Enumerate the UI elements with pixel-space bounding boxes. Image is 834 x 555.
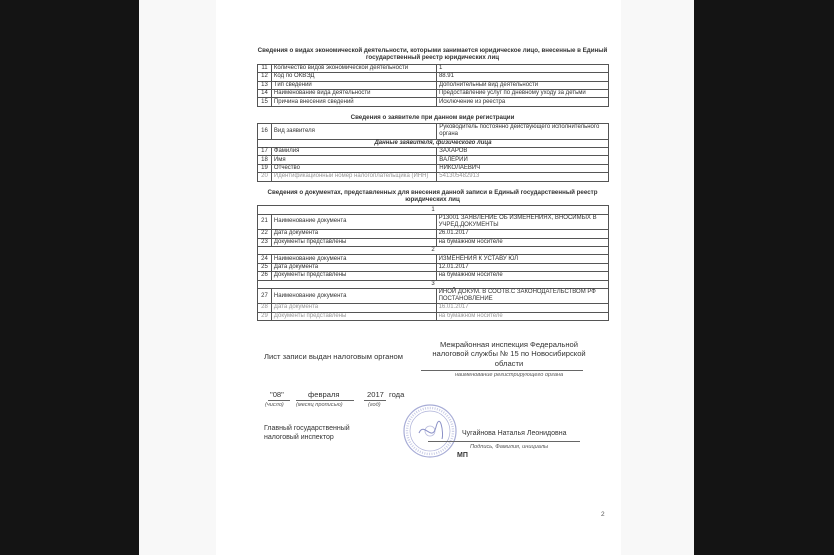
issued-label: Лист записи выдан налоговым органом [264, 352, 403, 361]
row-label: Наименование документа [271, 214, 436, 229]
row-number: 27 [258, 288, 272, 303]
row-label: Тип сведений [271, 81, 436, 89]
row-value: 12.01.2017 [436, 263, 608, 271]
table-row [258, 255, 609, 263]
authority-underline [421, 370, 583, 371]
table-row [258, 173, 609, 181]
row-number: 13 [258, 81, 272, 89]
row-value: 1 [436, 64, 608, 72]
row-value: ИЗМЕНЕНИЯ К УСТАВУ ЮЛ [436, 255, 608, 263]
row-value: Предоставление услуг по дневному уходу за детьми [436, 90, 608, 98]
row-label: Код по ОКВЭД [271, 73, 436, 81]
group-number: 2 [258, 247, 609, 255]
row-value: НИКОЛАЕВИЧ [437, 164, 609, 172]
row-label: Идентификационный номер налогоплательщика (ИНН) [271, 173, 436, 181]
row-number: 12 [258, 73, 272, 81]
row-label: Наименование документа [271, 255, 436, 263]
signer-name: Чугайнова Наталья Леонидовна [462, 430, 567, 437]
applicant-table [257, 123, 609, 181]
date-day-caption: (число) [265, 402, 284, 408]
row-label: Наименование документа [271, 288, 436, 303]
row-label: Отчество [271, 164, 436, 172]
table-row [258, 304, 609, 312]
document-group-index [258, 247, 609, 255]
date-month-underline [296, 400, 354, 401]
row-value: ЗАХАРОВ [437, 148, 609, 156]
row-value: Дополнительный вид деятельности [436, 81, 608, 89]
table-row [258, 90, 609, 98]
viewer-right-margin [694, 0, 834, 555]
row-value: ВАЛЕРИЙ [437, 156, 609, 164]
row-value: 88.91 [436, 73, 608, 81]
table-row [258, 238, 609, 246]
date-year-caption: (год) [368, 402, 381, 408]
signature-underline [428, 441, 580, 442]
registry-sheet [255, 45, 610, 321]
table-row [258, 139, 609, 147]
table-row [258, 124, 609, 139]
table-row [258, 98, 609, 106]
date-month-caption: (месяц прописью) [296, 402, 343, 408]
row-number: 11 [258, 64, 272, 72]
table-row [258, 288, 609, 303]
table-row [258, 164, 609, 172]
row-number: 20 [258, 173, 272, 181]
date-year: 2017 [367, 390, 384, 399]
row-value: 26.01.2017 [436, 230, 608, 238]
page-number: 2 [601, 511, 605, 518]
row-number: 18 [258, 156, 272, 164]
row-number: 14 [258, 90, 272, 98]
row-number: 16 [258, 124, 272, 139]
authority-name: Межрайонная инспекция Федеральной налоговой службы № 15 по Новосибирской области [432, 340, 586, 368]
date-year-suffix: года [389, 390, 405, 399]
row-number: 26 [258, 272, 272, 280]
date-month: февраля [308, 390, 340, 399]
signature-caption: Подпись, Фамилия, инициалы [470, 444, 549, 450]
row-label: Документы представлены [271, 312, 436, 320]
table-row [258, 156, 609, 164]
row-number: 15 [258, 98, 272, 106]
row-value: на бумажном носителе [436, 238, 608, 246]
group-number: 3 [258, 280, 609, 288]
group-number: 1 [258, 206, 609, 214]
row-number: 25 [258, 263, 272, 271]
row-label: Наименование вида деятельности [271, 90, 436, 98]
row-number: 29 [258, 312, 272, 320]
row-value: Р13001 ЗАЯВЛЕНИЕ ОБ ИЗМЕНЕНИЯХ, ВНОСИМЫХ В УЧРЕД.ДОКУМЕНТЫ [436, 214, 608, 229]
documents-section-title: Сведения о документах, представленных для внесения данной записи в Единый государственный реестр юридических лиц [267, 188, 598, 204]
row-label: Дата документа [271, 230, 436, 238]
table-row [258, 214, 609, 229]
date-day: "08" [270, 390, 284, 399]
applicant-section-title: Сведения о заявителе при данном виде регистрации [350, 113, 515, 121]
documents-table [257, 205, 609, 321]
inspector-position-text: Главный государственный налоговый инспектор [264, 425, 350, 441]
table-row [258, 312, 609, 320]
applicant-subhead: Данные заявителя, физического лица [258, 139, 609, 147]
date-year-underline [364, 400, 386, 401]
document-group-index [258, 206, 609, 214]
table-row [258, 272, 609, 280]
row-value: 16.01.2017 [436, 304, 608, 312]
row-label: Дата документа [271, 304, 436, 312]
row-value: 541305482913 [437, 173, 609, 181]
row-number: 22 [258, 230, 272, 238]
row-label: Вид заявителя [271, 124, 436, 139]
row-number: 21 [258, 214, 272, 229]
row-label: Документы представлены [271, 272, 436, 280]
row-number: 28 [258, 304, 272, 312]
inspector-position [264, 425, 374, 443]
row-label: Причина внесения сведений [271, 98, 436, 106]
table-row [258, 263, 609, 271]
row-label: Имя [271, 156, 436, 164]
row-number: 24 [258, 255, 272, 263]
row-number: 23 [258, 238, 272, 246]
row-value: Исключение из реестра [436, 98, 608, 106]
document-group-index [258, 280, 609, 288]
table-row [258, 148, 609, 156]
row-value: Руководитель постоянно действующего исполнительного органа [437, 124, 609, 139]
row-label: Документы представлены [271, 238, 436, 246]
seal-place-label: МП [457, 452, 468, 459]
row-value: на бумажном носителе [436, 272, 608, 280]
row-value: на бумажном носителе [436, 312, 608, 320]
row-number: 19 [258, 164, 272, 172]
official-seal [402, 403, 458, 464]
table-row [258, 73, 609, 81]
row-label: Количество видов экономической деятельности [271, 64, 436, 72]
table-row [258, 64, 609, 72]
row-number: 17 [258, 148, 272, 156]
table-row [258, 81, 609, 89]
row-label: Фамилия [271, 148, 436, 156]
row-label: Дата документа [271, 263, 436, 271]
date-day-underline [268, 400, 290, 401]
activity-section-title: Сведения о видах экономической деятельности, которыми занимается юридическое лицо, внесенные в Единый государственный реестр юридических лиц [257, 47, 608, 62]
activity-table [257, 64, 609, 107]
table-row [258, 230, 609, 238]
authority-caption: наименование регистрирующего органа [454, 372, 564, 378]
row-value: ИНОЙ ДОКУМ. В СООТВ.С ЗАКОНОДАТЕЛЬСТВОМ РФ ПОСТАНОВЛЕНИЕ [436, 288, 608, 303]
viewer-left-margin [0, 0, 139, 555]
